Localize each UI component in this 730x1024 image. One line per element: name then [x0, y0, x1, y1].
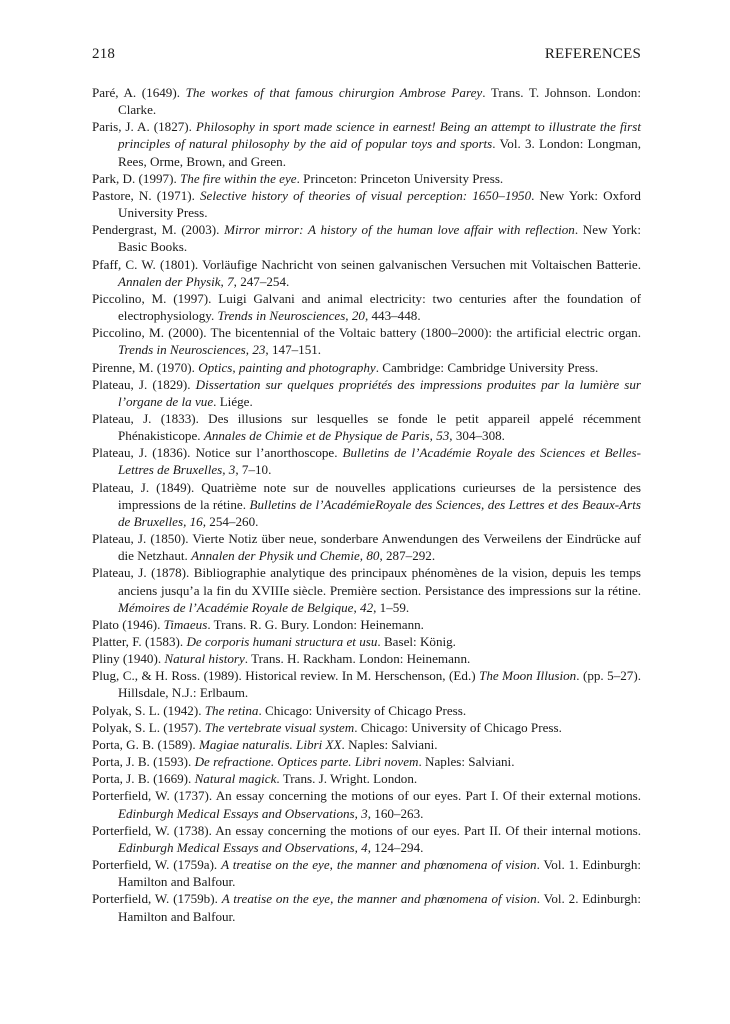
reference-text: Pfaff, C. W. (1801). Vorläufige Nachricht von seinen galvanischen Versuchen mit Voltaischen Batterie.	[92, 256, 641, 272]
reference-title: Bulletins de l’AcadémieRoyale des Sciences, des Lettres et des Beaux-Arts de Bruxelles, 16	[118, 496, 641, 529]
reference-title: The workes of that famous chirurgion Ambrose Parey	[185, 85, 483, 100]
reference-details: . Trans. J. Wright. London.	[276, 771, 418, 787]
reference-entry	[92, 359, 641, 376]
reference-entry	[92, 256, 641, 290]
reference-details: . Trans. R. G. Bury. London: Heinemann.	[207, 616, 424, 632]
reference-list	[92, 84, 641, 925]
reference-title: Philosophy in sport made science in earnest! Being an attempt to illustrate the first principles of natural philosophy by the aid of popular toys and sports	[118, 119, 641, 152]
running-head	[92, 44, 641, 64]
reference-text: Porterfield, W. (1759a).	[92, 857, 222, 873]
reference-text: Pliny (1940).	[92, 651, 165, 667]
reference-entry	[92, 667, 641, 701]
reference-title: Optics, painting and photography	[198, 359, 376, 375]
reference-title: A treatise on the eye, the manner and phœnomena of vision	[221, 857, 537, 873]
reference-entry	[92, 753, 641, 770]
reference-entry	[92, 376, 641, 410]
reference-details: , 124–294.	[367, 839, 424, 855]
reference-text: Park, D. (1997).	[92, 170, 181, 186]
reference-details: . (pp. 5–27). Hillsdale, N.J.: Erlbaum.	[118, 668, 641, 701]
reference-entry	[92, 479, 641, 530]
reference-title: Edinburgh Medical Essays and Observations, 4	[118, 839, 368, 855]
reference-details: . New York: Basic Books.	[118, 222, 641, 255]
reference-title: Magiae naturalis. Libri XX	[198, 736, 342, 752]
reference-text: Plateau, J. (1833). Des illusions sur lesquelles se fonde le petit appareil appelé récemment Phénakisticope.	[92, 410, 641, 444]
reference-entry	[92, 633, 641, 650]
reference-details: , 304–308.	[449, 428, 505, 444]
reference-entry	[92, 856, 641, 890]
reference-title: Natural magick	[194, 771, 277, 787]
reference-text: Plateau, J. (1836). Notice sur l’anorthoscope.	[92, 445, 343, 461]
reference-title: Trends in Neurosciences, 20	[217, 308, 365, 324]
reference-text: Paré, A. (1649).	[92, 85, 186, 100]
reference-title: The fire within the eye	[180, 170, 297, 186]
reference-text: Plateau, J. (1850). Vierte Notiz über neue, sonderbare Anwendungen des Verweilens der Eindrücke auf die Netzhaut.	[92, 531, 641, 564]
reference-text: Polyak, S. L. (1957).	[92, 719, 205, 735]
reference-text: Porterfield, W. (1759b).	[92, 891, 222, 907]
reference-text: Piccolino, M. (2000). The bicentennial of the Voltaic battery (1800–2000): the artificial electric organ.	[92, 325, 641, 341]
reference-details: , 1–59.	[373, 599, 410, 615]
reference-entry	[92, 650, 641, 667]
reference-details: . Liége.	[213, 393, 253, 409]
reference-title: Mirror mirror: A history of the human love affair with reflection	[224, 222, 575, 238]
reference-title: Dissertation sur quelques propriétés des impressions produites par la lumière sur l’organe de la vue	[118, 376, 641, 409]
reference-details: , 147–151.	[265, 342, 322, 358]
reference-details: . Princeton: Princeton University Press.	[296, 170, 504, 186]
reference-entry	[92, 822, 641, 856]
reference-entry	[92, 564, 641, 615]
page-number: 218	[92, 46, 116, 62]
reference-title: Annales de Chimie et de Physique de Paris, 53	[203, 428, 450, 444]
reference-entry	[92, 616, 641, 633]
reference-title: Annalen der Physik, 7	[118, 273, 234, 289]
reference-details: , 160–263.	[367, 805, 424, 821]
reference-details: . Chicago: University of Chicago Press.	[354, 719, 562, 735]
reference-entry	[92, 170, 641, 187]
reference-title: The retina	[204, 702, 259, 718]
reference-text: Porta, J. B. (1593).	[92, 754, 195, 770]
reference-text: Porterfield, W. (1737). An essay concerning the motions of our eyes. Part I. Of their external motions.	[92, 788, 641, 804]
reference-title: Bulletins de l’Académie Royale des Sciences et Belles-Lettres de Bruxelles, 3	[118, 445, 641, 478]
reference-entry	[92, 719, 641, 736]
reference-title: Edinburgh Medical Essays and Observations, 3	[118, 805, 368, 821]
reference-details: , 247–254.	[233, 273, 290, 289]
reference-text: Pirenne, M. (1970).	[92, 359, 199, 375]
reference-details: . Vol. 1. Edinburgh: Hamilton and Balfour.	[118, 857, 642, 890]
reference-details: . Trans. H. Rackham. London: Heinemann.	[244, 651, 471, 667]
reference-text: Plateau, J. (1829).	[92, 376, 196, 392]
reference-text: Piccolino, M. (1997). Luigi Galvani and animal electricity: two centuries after the foundation of electrophysiology.	[92, 290, 641, 324]
reference-title: The Moon Illusion	[479, 668, 577, 684]
reference-text: Pastore, N. (1971).	[92, 187, 200, 203]
reference-title: Selective history of theories of visual perception: 1650–1950	[200, 187, 532, 203]
reference-entry	[92, 324, 641, 358]
reference-entry	[92, 530, 641, 564]
reference-entry	[92, 410, 641, 444]
reference-title: The vertebrate visual system	[204, 719, 355, 735]
reference-details: . New York: Oxford University Press.	[118, 187, 641, 221]
reference-details: . Naples: Salviani.	[341, 736, 438, 752]
reference-details: . Naples: Salviani.	[418, 754, 515, 770]
reference-entry	[92, 770, 641, 787]
reference-entry	[92, 444, 641, 478]
reference-title: Natural history	[164, 651, 245, 667]
reference-title: Mémoires de l’Académie Royale de Belgique, 42	[118, 599, 374, 615]
reference-details: , 254–260.	[202, 513, 259, 529]
reference-entry	[92, 187, 641, 221]
reference-text: Plateau, J. (1849). Quatrième note sur de nouvelles applications curieurses de la persistence des impressions de la rétine.	[92, 479, 641, 512]
reference-details: . Vol. 2. Edinburgh: Hamilton and Balfour.	[118, 891, 641, 924]
reference-details: . Vol. 3. London: Longman, Rees, Orme, Brown, and Green.	[118, 136, 641, 169]
reference-entry	[92, 290, 641, 324]
reference-text: Porterfield, W. (1738). An essay concerning the motions of our eyes. Part II. Of their internal motions.	[92, 822, 641, 838]
reference-details: . Chicago: University of Chicago Press.	[258, 702, 467, 718]
reference-entry	[92, 84, 641, 118]
reference-title: Annalen der Physik und Chemie, 80	[191, 548, 380, 564]
reference-text: Plug, C., & H. Ross. (1989). Historical review. In M. Herschenson, (Ed.)	[92, 668, 480, 684]
section-title: REFERENCES	[544, 46, 641, 62]
book-page	[92, 44, 641, 925]
reference-entry	[92, 736, 641, 753]
reference-details: . Basel: König.	[377, 634, 456, 649]
reference-title: De refractione. Optices parte. Libri novem	[194, 754, 419, 770]
reference-text: Porta, J. B. (1669).	[92, 771, 195, 787]
reference-text: Porta, G. B. (1589).	[92, 736, 199, 752]
reference-text: Paris, J. A. (1827).	[92, 119, 196, 135]
reference-text: Plateau, J. (1878). Bibliographie analytique des principaux phénomènes de la vision, depuis les temps anciens jusqu’a la fin du XVIIIe siècle. Première section. Persistance des impressions sur la rétine.	[92, 565, 641, 598]
reference-text: Platter, F. (1583).	[92, 634, 187, 649]
reference-entry	[92, 221, 641, 255]
reference-entry	[92, 787, 641, 821]
reference-text: Polyak, S. L. (1942).	[92, 702, 205, 718]
reference-entry	[92, 118, 641, 169]
reference-entry	[92, 890, 641, 924]
reference-details: , 443–448.	[364, 308, 421, 324]
reference-details: , 287–292.	[379, 548, 436, 564]
reference-details: . Cambridge: Cambridge University Press.	[375, 359, 599, 375]
reference-entry	[92, 702, 641, 719]
reference-title: Trends in Neurosciences, 23	[118, 342, 266, 358]
reference-text: Plato (1946).	[92, 616, 164, 632]
reference-title: Timaeus	[163, 616, 208, 632]
reference-title: A treatise on the eye, the manner and phœnomena of vision	[221, 891, 537, 907]
reference-text: Pendergrast, M. (2003).	[92, 222, 225, 238]
reference-details: . Trans. T. Johnson. London: Clarke.	[118, 85, 641, 118]
reference-details: , 7–10.	[235, 462, 272, 478]
reference-title: De corporis humani structura et usu	[186, 634, 378, 649]
